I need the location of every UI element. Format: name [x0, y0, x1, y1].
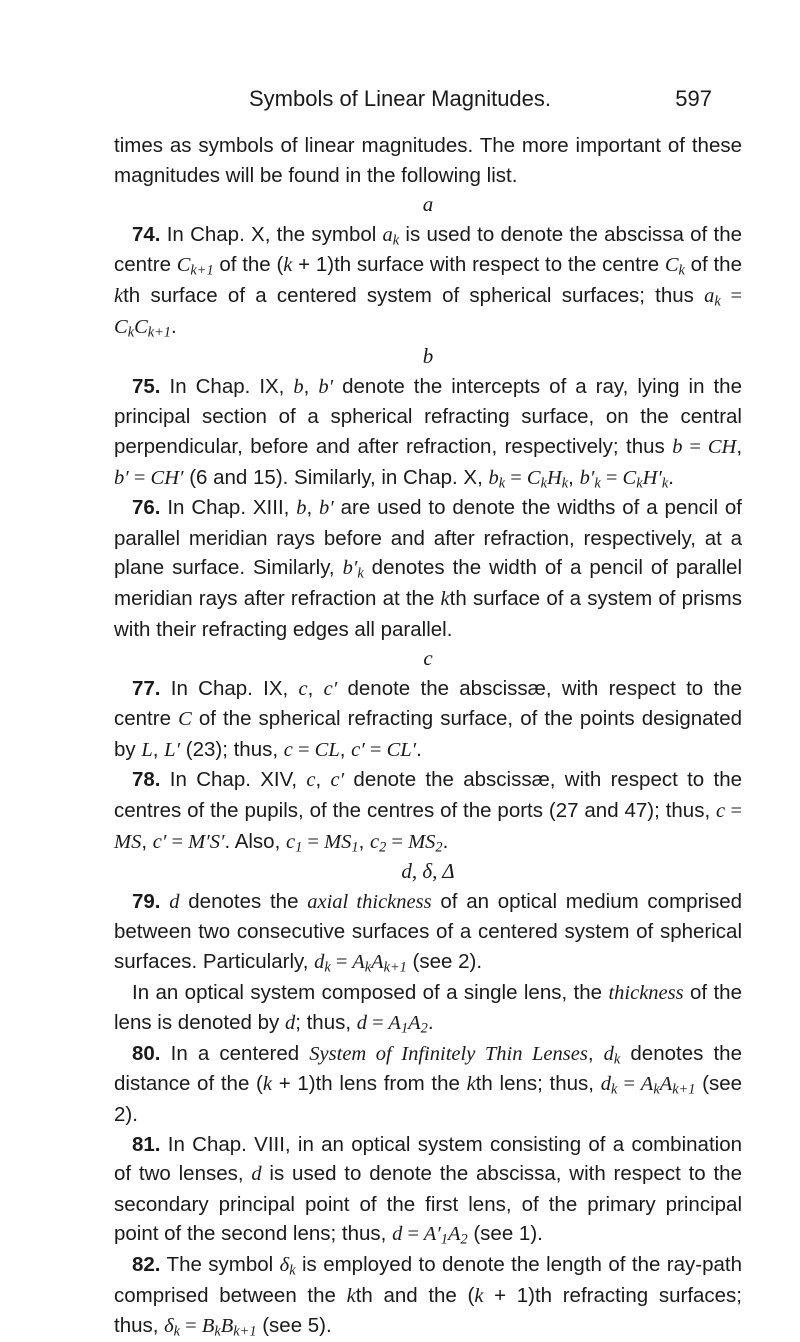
entry-number: 79. — [132, 889, 161, 913]
entry-number: 80. — [132, 1041, 161, 1065]
running-title: Symbols of Linear Magnitudes. — [248, 86, 552, 111]
entry-78: 78. In Chap. XIV, c, c′ denote the abscissæ, with respect to the centres of the pupils, of the centres of the ports (27 and 47); thus, c = MS, c′ = M′S′. Also, $c_1 = MS_1$, $c_2 = MS_2$. — [114, 768, 742, 856]
section-heading-a: a — [422, 192, 434, 217]
entry-75: 75. In Chap. IX, b, b′ denote the intercepts of a ray, lying in the principal section of a spherical refracting surface, on the central perpendicular, before and after refraction, respectively; thus b = CH, b′ = CH′ (6 and 15). Similarly, in Chap. X, $b_k = C_kH_k$, $b'_k = C_kH'_k$. — [114, 374, 743, 492]
section-heading-d: d, δ, Δ — [401, 859, 455, 884]
intro-paragraph: times as symbols of linear magnitudes. The more important of these magnitudes will be found in the following list. — [114, 134, 742, 187]
entry-number: 77. — [132, 676, 161, 700]
entry-number: 82. — [132, 1252, 161, 1276]
running-header — [0, 84, 800, 114]
entry-77: 77. In Chap. IX, c, c′ denote the abscissæ, with respect to the centre C of the spherical refracting surface, of the points designated by L, L′ (23); thus, c = CL, c′ = CL′. — [114, 676, 743, 761]
entry-80: 80. In a centered System of Infinitely Thin Lenses, $d_k$ denotes the distance of the (k + 1)th lens from the kth lens; thus, $d_k = A_kA_{k+1}$ (see 2). — [114, 1041, 743, 1126]
entry-number: 78. — [132, 768, 161, 792]
entry-number: 76. — [132, 496, 161, 520]
section-heading-c: c — [423, 646, 433, 671]
entry-74: 74. In Chap. X, the symbol $a_k$ is used to denote the abscissa of the centre $C_{k+1}$ of the (k + 1)th surface with respect to the centre $C_k$ of the kth surface of a centered system of spherical surfaces; thus $a_k = C_kC_{k+1}$. — [114, 222, 742, 341]
entry-82: 82. The symbol $\delta_k$ is employed to denote the length of the ray-path comprised between the kth and the (k + 1)th refracting surfaces; thus, $\delta_k = B_kB_{k+1}$ (see 5). — [114, 1252, 743, 1340]
entry-76: 76. In Chap. XIII, b, b′ are used to denote the widths of a pencil of parallel meridian rays before and after refraction, respectively, at a plane surface. Similarly, $b'_k$ denotes the width of a pencil of parallel meridian rays after refraction at the kth surface of a system of prisms with their refracting edges all parallel. — [114, 496, 742, 641]
entry-79: 79. d denotes the axial thickness of an optical medium comprised between two consecutive surfaces of a centered system of spherical surfaces. Particularly, $d_k = A_kA_{k+1}$ (see 2). — [114, 889, 742, 976]
entry-number: 74. — [132, 222, 161, 246]
entry-79-continued: In an optical system composed of a single lens, the thickness of the lens is denoted by d; thus, $d = A_1A_2$. — [114, 980, 742, 1037]
entry-number: 75. — [132, 374, 161, 398]
entry-81: 81. In Chap. VIII, in an optical system consisting of a combination of two lenses, d is used to denote the abscissa, with respect to the secondary principal point of the first lens, of the primary principal point of the second lens; thus, $d = A'_1A_2$ (see 1). — [114, 1132, 742, 1248]
page-number: 597 — [675, 86, 712, 111]
entry-number: 81. — [132, 1132, 161, 1156]
page-body — [114, 131, 742, 1342]
section-heading-b: b — [422, 344, 434, 369]
